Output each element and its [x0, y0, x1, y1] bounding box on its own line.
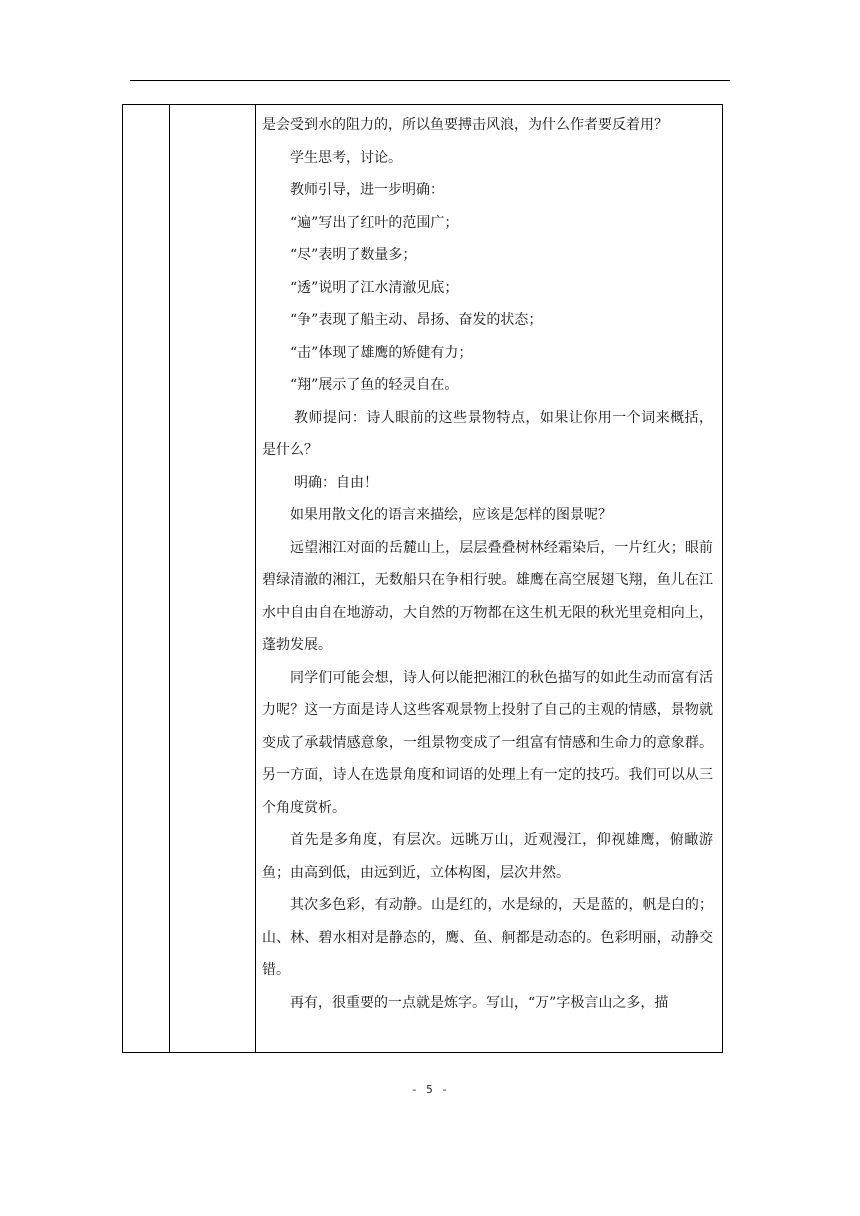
- page-number: - 5 -: [410, 1083, 450, 1096]
- paragraph: 如果用散文化的语言来描绘，应该是怎样的图景呢？: [290, 507, 612, 523]
- paragraph: 其次多色彩，有动静。山是红的，水是绿的，天是蓝的，帆是白的；山、林、碧水相对是静态的，鹰、鱼、舸都是动态的。色彩明丽，动静交错。: [262, 897, 713, 978]
- paragraph: 再有，很重要的一点就是炼字。写山，“万”字极言山之多，描: [290, 994, 669, 1011]
- paragraph: “翔”展示了鱼的轻灵自在。: [290, 377, 459, 393]
- paragraph: 教师提问：诗人眼前的这些景物特点，如果让你用一个词来概括，是什么？: [262, 409, 713, 458]
- header-rule: [130, 80, 730, 81]
- paragraph: “争”表现了船主动、昂扬、奋发的状态；: [290, 312, 543, 328]
- paragraph: 学生思考，讨论。: [290, 149, 402, 166]
- paragraph: “透”说明了江水清澈见底；: [290, 279, 459, 296]
- paragraph: 首先是多角度，有层次。远眺万山，近观漫江，仰视雄鹰，俯瞰游鱼；由高到低，由远到近，立体构图，层次井然。: [262, 832, 713, 881]
- paragraph: “击”体现了雄鹰的矫健有力；: [290, 344, 473, 361]
- column-divider-1: [169, 105, 170, 1052]
- paragraph: 同学们可能会想，诗人何以能把湘江的秋色描写的如此生动而富有活力呢？这一方面是诗人这些客观景物上投射了自己的主观的情感，景物就变成了承载情感意象，一组景物变成了一组富有情感和生命力的意象群。另一方面，诗人在选景角度和词语的处理上有一定的技巧。我们可以从三个角度赏析。: [262, 669, 713, 816]
- lesson-table: [122, 104, 723, 1053]
- paragraph: 是会受到水的阻力的，所以鱼要搏击风浪，为什么作者要反着用？: [262, 117, 668, 133]
- paragraph: 远望湘江对面的岳麓山上，层层叠叠树林经霜染后，一片红火；眼前碧绿清澈的湘江，无数船只在争相行驶。雄鹰在高空展翅飞翔，鱼儿在江水中自由自在地游动，大自然的万物都在这生机无限的秋光里竞相向上，蓬勃发展。: [262, 539, 713, 653]
- content-cell: [256, 105, 722, 1052]
- paragraph: “尽”表明了数量多；: [290, 247, 417, 263]
- paragraph: 教师引导，进一步明确：: [290, 182, 444, 198]
- paragraph: “遍”写出了红叶的范围广；: [290, 214, 459, 231]
- paragraph: 明确：自由！: [294, 474, 378, 491]
